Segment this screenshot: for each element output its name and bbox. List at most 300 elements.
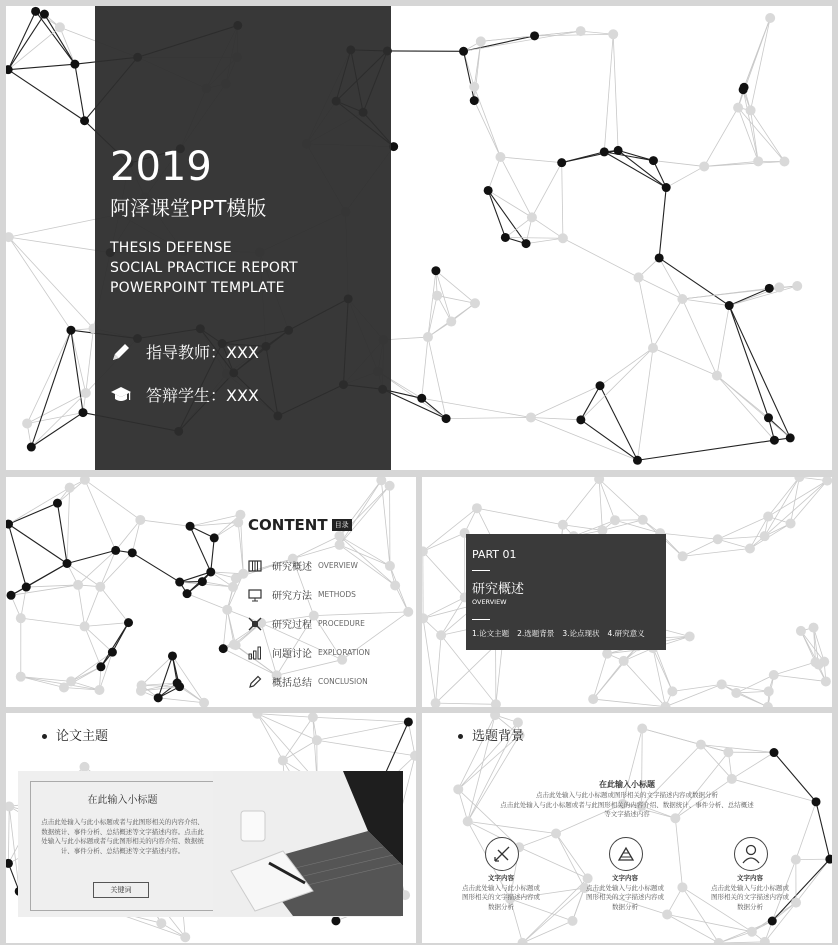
network-link: [717, 306, 729, 376]
network-node: [423, 332, 433, 342]
network-link: [100, 553, 132, 587]
network-link: [313, 717, 409, 722]
network-link: [381, 480, 390, 566]
network-node: [73, 580, 83, 590]
network-link: [600, 348, 653, 386]
network-node: [59, 683, 69, 693]
column-line: 图形相关的文字描述内容或: [586, 893, 664, 901]
network-node: [390, 580, 400, 590]
cover-subtitle-2: SOCIAL PRACTICE REPORT: [110, 260, 298, 276]
network-link: [505, 237, 563, 238]
cover-year: 2019: [110, 144, 212, 190]
teacher-row: [110, 340, 259, 363]
pencil-icon: [248, 675, 262, 689]
network-link: [613, 34, 618, 150]
text-line: 等文字描述内容: [604, 810, 650, 818]
network-link: [446, 417, 531, 418]
student-label: 答辩学生：XXX: [146, 386, 259, 405]
content-card-frame: [30, 781, 215, 911]
network-node: [747, 927, 757, 937]
network-link: [765, 481, 828, 537]
network-node: [219, 644, 228, 653]
network-node: [6, 859, 13, 868]
network-link: [660, 533, 718, 539]
network-node: [769, 748, 778, 757]
part-number: PART 01: [472, 548, 517, 561]
network-node: [231, 573, 241, 583]
network-node: [206, 567, 215, 576]
network-link: [531, 386, 600, 418]
network-node: [588, 694, 598, 704]
text-line: 点击此处输入与此小标题或图形相关的文字描述内容或数据分析: [536, 791, 718, 799]
network-link: [801, 631, 824, 662]
network-link: [8, 806, 9, 863]
column-line: 数据分析: [488, 902, 514, 911]
network-node: [446, 317, 456, 327]
network-link: [85, 623, 129, 627]
network-node: [40, 10, 49, 19]
column-title: 文字内容: [737, 874, 763, 882]
slide-contents[interactable]: [6, 477, 416, 707]
network-node: [312, 735, 322, 745]
network-link: [8, 524, 26, 587]
network-node: [6, 520, 13, 529]
network-link: [101, 623, 129, 667]
network-node: [229, 639, 239, 649]
network-node: [725, 301, 734, 310]
network-link: [604, 34, 613, 152]
network-node: [16, 613, 26, 623]
network-node: [638, 515, 648, 525]
network-node: [385, 481, 395, 491]
network-node: [79, 408, 88, 417]
network-node: [186, 522, 195, 531]
network-link: [523, 921, 573, 943]
point-item: 2.选题背景: [517, 629, 555, 638]
network-node: [53, 499, 62, 508]
slide-part-01[interactable]: [422, 477, 832, 707]
network-node: [470, 298, 480, 308]
network-node: [96, 662, 105, 671]
network-link: [488, 190, 505, 237]
network-link: [768, 477, 799, 516]
network-node: [558, 520, 568, 530]
network-link: [436, 635, 442, 703]
network-node: [431, 266, 440, 275]
point-item: 3.论点现状: [562, 629, 600, 638]
network-node: [796, 626, 806, 636]
network-link: [618, 150, 666, 187]
network-link: [140, 520, 190, 526]
network-link: [519, 834, 556, 848]
network-node: [331, 916, 340, 925]
network-node: [124, 618, 133, 627]
network-link: [796, 859, 830, 860]
network-link: [682, 299, 729, 306]
network-link: [682, 299, 717, 376]
slide-cover[interactable]: [6, 6, 832, 470]
network-node: [819, 657, 829, 667]
network-link: [423, 618, 435, 703]
menu-item-methods[interactable]: [248, 580, 370, 609]
point-item: 4.研究意义: [607, 629, 645, 638]
column-1: [441, 874, 561, 912]
network-node: [770, 436, 779, 445]
network-link: [701, 745, 774, 753]
network-node: [551, 829, 561, 839]
network-node: [723, 747, 733, 757]
network-node: [80, 621, 90, 631]
network-link: [8, 11, 35, 69]
network-node: [128, 548, 137, 557]
color-swatch-icon: [610, 838, 642, 870]
network-node: [558, 233, 568, 243]
network-link: [659, 258, 729, 306]
network-link: [464, 51, 475, 100]
network-node: [526, 412, 536, 422]
network-node: [95, 582, 105, 592]
network-node: [568, 916, 578, 926]
network-node: [714, 938, 724, 943]
network-node: [7, 591, 16, 600]
network-link: [428, 271, 436, 337]
pencil-icon: [110, 341, 132, 363]
network-link: [283, 717, 313, 760]
ruler-pencil-icon: [486, 838, 518, 870]
network-link: [474, 101, 500, 157]
network-node: [731, 688, 741, 698]
network-link: [639, 277, 683, 299]
network-link: [464, 36, 535, 51]
network-node: [55, 22, 65, 32]
network-node: [490, 713, 500, 720]
network-node: [774, 282, 784, 292]
network-node: [484, 186, 493, 195]
network-link: [556, 834, 588, 879]
laptop-image: [213, 771, 403, 916]
column-2: [565, 874, 685, 912]
network-node: [739, 85, 748, 94]
network-node: [495, 152, 505, 162]
column-icon-circle-2: [609, 837, 643, 871]
network-link: [532, 163, 562, 218]
network-node: [22, 583, 31, 592]
network-node: [80, 116, 89, 125]
network-link: [593, 646, 637, 699]
network-node: [717, 679, 727, 689]
network-link: [9, 237, 94, 328]
network-link: [71, 330, 83, 412]
network-link: [581, 348, 653, 420]
network-node: [765, 13, 775, 23]
network-link: [500, 157, 531, 217]
card-text: 点击此处输入与此小标题或者与此图形相关的内容介绍、数据统计、事件分析、总结概述等文字描述内容。点击此处输入与此小标题或者与此图形相关的内容介绍、数据统计、事件分析、总结概述等文字描述内容。: [41, 818, 204, 855]
network-link: [436, 271, 475, 304]
network-link: [532, 217, 563, 238]
network-node: [649, 156, 658, 165]
network-node: [662, 183, 671, 192]
slide-thesis-topic[interactable]: [6, 713, 416, 943]
network-node: [667, 686, 677, 696]
network-node: [94, 685, 104, 695]
column-icon-circle-1: [485, 837, 519, 871]
network-link: [531, 417, 638, 460]
laptop-photo: [213, 771, 403, 916]
user-icon: [735, 838, 767, 870]
network-link: [8, 14, 44, 70]
network-node: [522, 239, 531, 248]
network-node: [111, 546, 120, 555]
menu-item-en: PROCEDURE: [318, 619, 365, 628]
network-link: [581, 386, 600, 420]
column-title: 文字内容: [612, 874, 638, 882]
network-link: [423, 551, 465, 597]
network-link: [44, 14, 74, 64]
network-link: [436, 703, 496, 704]
graduation-cap-icon: [110, 384, 132, 406]
network-node: [154, 693, 163, 702]
menu-item-cn: 研究方法: [272, 591, 312, 602]
network-link: [8, 64, 75, 69]
network-node: [469, 82, 479, 92]
network-link: [71, 652, 112, 681]
network-node: [786, 518, 796, 528]
network-link: [774, 675, 826, 681]
network-link: [85, 480, 116, 551]
network-node: [432, 291, 442, 301]
network-link: [257, 714, 312, 718]
network-link: [85, 626, 101, 666]
network-link: [422, 337, 428, 398]
network-link: [75, 64, 85, 121]
network-node: [442, 414, 451, 423]
network-node: [403, 607, 413, 617]
network-link: [718, 539, 750, 548]
network-link: [751, 110, 759, 161]
network-link: [738, 108, 758, 162]
network-node: [600, 147, 609, 156]
network-link: [8, 503, 57, 524]
network-node: [376, 477, 386, 485]
network-link: [637, 440, 774, 460]
network-node: [678, 551, 688, 561]
network-node: [648, 343, 658, 353]
column-line: 数据分析: [737, 902, 763, 911]
network-link: [100, 587, 128, 623]
point-item: 1.论文主题: [472, 629, 510, 638]
network-link: [593, 654, 607, 699]
network-link: [60, 27, 75, 64]
network-node: [180, 932, 190, 942]
network-link: [653, 299, 682, 348]
network-node: [235, 510, 245, 520]
menu-item-en: OVERVIEW: [318, 561, 358, 570]
part-subtitle: OVERVIEW: [472, 598, 507, 606]
keyword-button[interactable]: 关键词: [93, 882, 149, 898]
network-link: [637, 348, 653, 460]
cover-title: 阿泽课堂PPT模版: [110, 196, 267, 220]
network-node: [634, 272, 644, 282]
network-node: [199, 698, 209, 707]
column-title: 文字内容: [488, 874, 514, 882]
heading-dot: [458, 734, 463, 739]
network-node: [753, 156, 763, 166]
column-line: 图形相关的文字描述内容或: [711, 893, 789, 901]
network-link: [31, 393, 85, 447]
slide-heading: 选题背景: [472, 729, 525, 744]
network-node: [764, 686, 774, 696]
network-node: [6, 232, 14, 242]
network-link: [718, 536, 765, 539]
network-link: [667, 914, 719, 943]
cover-subtitle-3: POWERPOINT TEMPLATE: [110, 280, 285, 296]
network-node: [614, 146, 623, 155]
network-link: [488, 157, 500, 190]
network-node: [175, 682, 184, 691]
network-node: [417, 394, 426, 403]
network-node: [602, 649, 612, 659]
network-node: [779, 157, 789, 167]
column-line: 点击此处输入与此小标题或: [586, 883, 664, 892]
part-box: [466, 534, 666, 650]
network-link: [563, 479, 599, 525]
chart-icon: [248, 646, 262, 660]
network-link: [639, 277, 653, 348]
column-line: 点击此处输入与此小标题或: [711, 883, 789, 892]
network-node: [557, 158, 566, 167]
menu-item-conclusion[interactable]: [248, 667, 370, 696]
student-row: [110, 383, 259, 406]
process-icon: [248, 617, 262, 631]
network-node: [821, 676, 831, 686]
book-icon: [248, 559, 262, 573]
network-node: [459, 47, 468, 56]
network-node: [608, 29, 618, 39]
network-node: [733, 103, 743, 113]
network-node: [699, 161, 709, 171]
network-node: [763, 512, 773, 522]
menu-item-overview[interactable]: [248, 551, 370, 580]
network-node: [385, 561, 395, 571]
network-node: [746, 105, 756, 115]
network-link: [340, 480, 382, 545]
part-points: [472, 628, 645, 639]
network-link: [743, 90, 758, 162]
network-node: [760, 531, 770, 541]
contents-title: [248, 516, 352, 534]
network-link: [653, 348, 717, 376]
network-node: [677, 294, 687, 304]
network-link: [67, 564, 100, 587]
divider: [472, 570, 490, 571]
network-link: [719, 942, 765, 943]
network-node: [470, 96, 479, 105]
network-link: [85, 587, 101, 627]
network-link: [57, 503, 67, 563]
contents-menu: [248, 551, 370, 696]
network-node: [619, 656, 629, 666]
network-node: [27, 443, 36, 452]
network-link: [683, 539, 718, 556]
network-link: [437, 296, 475, 304]
heading-dot: [42, 734, 47, 739]
network-link: [8, 27, 60, 69]
network-node: [765, 284, 774, 293]
network-node: [809, 623, 819, 633]
column-line: 图形相关的文字描述内容或: [462, 893, 540, 901]
network-node: [135, 515, 145, 525]
network-link: [500, 157, 561, 163]
menu-item-exploration[interactable]: [248, 638, 370, 667]
network-link: [563, 238, 639, 277]
teacher-label: 指导教师：XXX: [146, 343, 259, 362]
network-link: [562, 150, 618, 162]
menu-item-procedure[interactable]: [248, 609, 370, 638]
menu-item-en: METHODS: [318, 590, 356, 599]
menu-item-en: EXPLORATION: [318, 648, 370, 657]
network-node: [576, 415, 585, 424]
network-link: [653, 161, 704, 167]
network-link: [615, 520, 660, 533]
text-line: 点击此处输入与此小标题或者与此图形相关的内容介绍、数据统计、事件分析、总结概述: [500, 800, 754, 809]
network-link: [562, 163, 563, 239]
network-node: [712, 371, 722, 381]
network-link: [659, 188, 666, 258]
network-link: [27, 393, 86, 423]
network-link: [732, 753, 774, 779]
network-node: [80, 477, 90, 485]
network-link: [190, 526, 211, 572]
network-link: [85, 480, 140, 520]
slide-topic-background[interactable]: [422, 713, 832, 943]
network-node: [713, 534, 723, 544]
network-node: [786, 433, 795, 442]
menu-item-cn: 研究过程: [272, 620, 312, 631]
network-node: [70, 60, 79, 69]
network-link: [132, 553, 179, 582]
network-link: [78, 585, 85, 626]
network-link: [408, 722, 415, 756]
network-link: [317, 740, 415, 755]
network-link: [738, 108, 784, 162]
network-node: [768, 916, 777, 925]
network-node: [476, 36, 486, 46]
network-node: [81, 388, 91, 398]
network-link: [581, 420, 638, 460]
network-link: [27, 330, 71, 423]
network-node: [66, 326, 75, 335]
network-link: [11, 564, 67, 596]
network-node: [501, 233, 510, 242]
network-node: [210, 533, 219, 542]
network-node: [335, 540, 345, 550]
network-link: [477, 508, 563, 525]
network-link: [599, 479, 643, 520]
network-link: [593, 699, 665, 707]
network-node: [308, 713, 318, 722]
column-icon-circle-3: [734, 837, 768, 871]
network-link: [624, 661, 666, 707]
network-node: [530, 31, 539, 40]
network-node: [175, 578, 184, 587]
contents-title-text: CONTENT: [248, 516, 328, 534]
menu-item-en: CONCLUSION: [318, 677, 368, 686]
network-node: [137, 680, 147, 690]
network-node: [769, 670, 779, 680]
network-node: [637, 723, 647, 733]
network-link: [9, 237, 71, 330]
network-node: [168, 651, 177, 660]
